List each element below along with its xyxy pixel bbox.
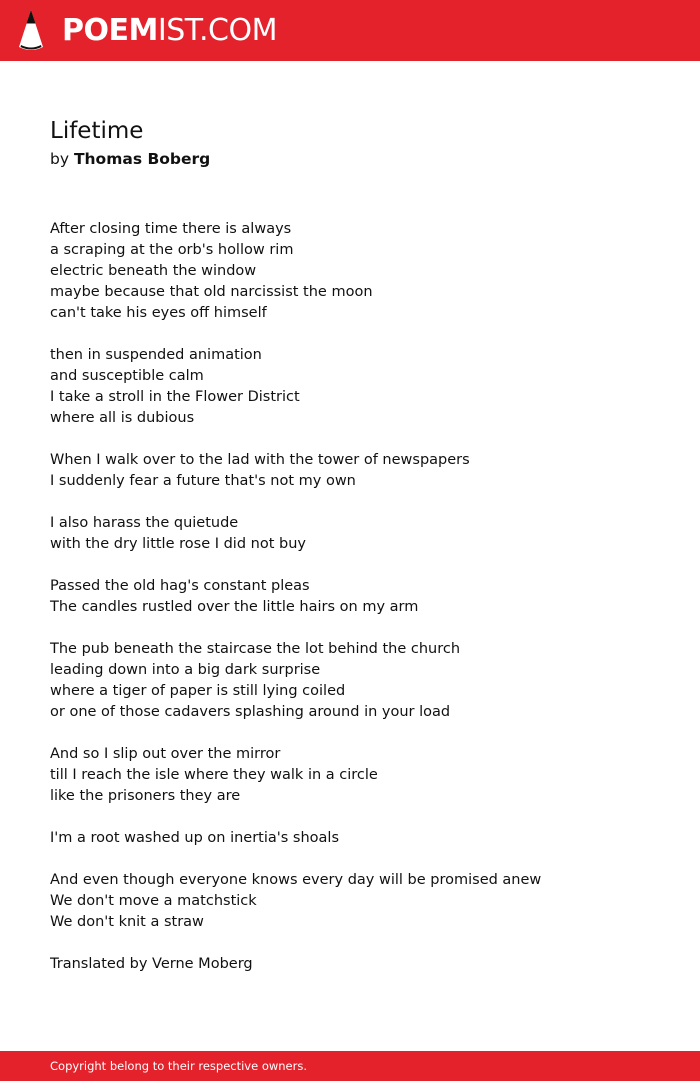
- poem-stanza: [50, 744, 670, 807]
- poem-title: Lifetime: [50, 118, 144, 144]
- poem-line: I'm a root washed up on inertia's shoals: [50, 830, 340, 846]
- poem-line: maybe because that old narcissist the moon: [50, 284, 373, 300]
- poem-line: We don't knit a straw: [50, 914, 204, 930]
- poem-line: And so I slip out over the mirror: [50, 746, 281, 762]
- poem-line: can't take his eyes off himself: [50, 305, 267, 321]
- poem-line: I also harass the quietude: [50, 515, 239, 531]
- site-footer: [0, 1051, 700, 1081]
- poem-line: where all is dubious: [50, 410, 195, 426]
- poem-line: electric beneath the window: [50, 263, 257, 279]
- poem-line: And even though everyone knows every day will be promised anew: [50, 872, 542, 888]
- poem-stanza: [50, 219, 670, 324]
- poem-line: After closing time there is always: [50, 221, 292, 237]
- poem-line: or one of those cadavers splashing around in your load: [50, 704, 451, 720]
- poem-line: like the prisoners they are: [50, 788, 241, 804]
- poem-stanza: [50, 954, 670, 975]
- poem-line: The pub beneath the staircase the lot behind the church: [50, 641, 461, 657]
- poem-byline: [50, 149, 210, 169]
- poem-line: with the dry little rose I did not buy: [50, 536, 306, 552]
- copyright-text: Copyright belong to their respective owners.: [50, 1059, 308, 1073]
- poem-line: and susceptible calm: [50, 368, 204, 384]
- poem-line: till I reach the isle where they walk in a circle: [50, 767, 378, 783]
- poem-body: [50, 219, 670, 996]
- poem-line: We don't move a matchstick: [50, 893, 257, 909]
- poem-stanza: [50, 576, 670, 618]
- poem-stanza: [50, 345, 670, 429]
- poem-line: I suddenly fear a future that's not my own: [50, 473, 356, 489]
- logo-text-light: IST.COM: [157, 13, 277, 48]
- poem-line: Passed the old hag's constant pleas: [50, 578, 310, 594]
- poem-stanza: [50, 870, 670, 933]
- poem-stanza: [50, 513, 670, 555]
- poem-line: where a tiger of paper is still lying coiled: [50, 683, 346, 699]
- poem-stanza: [50, 828, 670, 849]
- poem-line: Translated by Verne Moberg: [50, 956, 253, 972]
- site-header: [0, 0, 700, 61]
- poem-stanza: [50, 639, 670, 723]
- poem-line: leading down into a big dark surprise: [50, 662, 321, 678]
- logo-text-bold: POEM: [62, 13, 158, 48]
- poem-stanza: [50, 450, 670, 492]
- poem-author: Thomas Boberg: [73, 150, 211, 168]
- pencil-tip-icon[interactable]: [16, 9, 46, 53]
- site-logo[interactable]: [62, 13, 277, 49]
- poem-line: The candles rustled over the little hairs on my arm: [50, 599, 419, 615]
- by-label: by: [50, 150, 70, 168]
- poem-line: a scraping at the orb's hollow rim: [50, 242, 294, 258]
- poem-line: When I walk over to the lad with the tower of newspapers: [50, 452, 470, 468]
- poem-line: I take a stroll in the Flower District: [50, 389, 300, 405]
- poem-line: then in suspended animation: [50, 347, 262, 363]
